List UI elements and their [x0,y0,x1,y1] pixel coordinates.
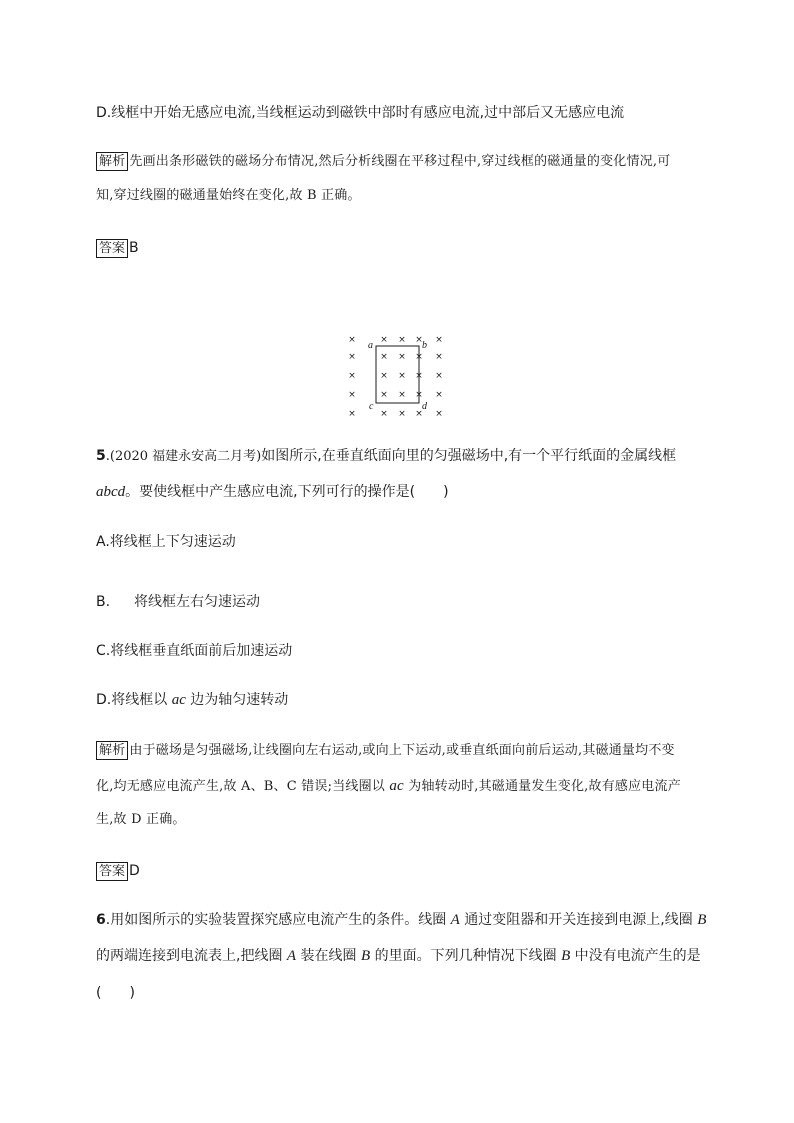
q4-analysis-line1: 解析 先画出条形磁铁的磁场分布情况,然后分析线圈在平移过程中,穿过线框的磁通量的变化情况,可 [96,152,670,172]
field-cross: × [398,409,406,419]
q6-stem-line1: 6.用如图所示的实验装置探究感应电流产生的条件。线圈 A 通过变阻器和开关连接到电源上,线圈 B [96,912,707,928]
analysis-tag: 解析 [96,152,128,171]
corner-label-b: b [422,340,427,351]
field-cross: × [348,390,356,400]
field-cross: × [348,335,356,345]
question-number: 6 [96,912,106,928]
q5-option-a: A.将线框上下匀速运动 [96,534,236,550]
analysis-tag: 解析 [96,741,128,760]
field-cross: × [398,352,406,362]
field-cross: × [435,352,443,362]
field-cross: × [435,409,443,419]
q5-option-c: C.将线框垂直纸面前后加速运动 [96,643,293,659]
field-cross: × [435,371,443,381]
q4-option-d: D.线框中开始无感应电流,当线框运动到磁铁中部时有感应电流,过中部后又无感应电流 [96,105,625,121]
question-number: 5 [96,448,106,464]
field-cross: × [348,352,356,362]
q5-stem-line2: abcd。要使线框中产生感应电流,下列可行的操作是( ) [96,484,449,500]
field-cross: × [415,409,423,419]
q5-option-b: B. 将线框左右匀速运动 [96,594,260,610]
q5-option-d: D.将线框以 ac 边为轴匀速转动 [96,692,289,708]
field-cross: × [380,352,388,362]
field-cross: × [348,371,356,381]
corner-label-c: c [369,401,374,412]
q5-analysis-line2: 化,均无感应电流产生,故 A、B、C 错误;当线圈以 ac 为轴转动时,其磁通量发生变化,故有感应电流产 [96,778,681,794]
field-cross: × [380,390,388,400]
field-cross: × [380,409,388,419]
q5-analysis-line1: 解析 由于磁场是匀强磁场,让线圈向左右运动,或向上下运动,或垂直纸面向前后运动,其磁通量均不变 [96,741,675,761]
magnetic-field-figure [338,330,458,425]
q5-stem-line1: 5.(2020 福建永安高二月考)如图所示,在垂直纸面向里的匀强磁场中,有一个平行纸面的金属线框 [96,448,677,464]
question-source: .(2020 福建永安高二月考) [105,449,262,464]
field-cross: × [435,335,443,345]
answer-tag: 答案 [96,239,128,258]
q6-answer-bracket: ( ) [96,985,135,1001]
field-cross: × [415,371,423,381]
frame-name: abcd [96,484,126,500]
q4-analysis-line2: 知,穿过线圈的磁通量始终在变化,故 B 正确。 [96,188,361,203]
q6-stem-line2: 的两端连接到电流表上,把线圈 A 装在线圈 B 的里面。下列几种情况下线圈 B 中没有电流产生的是 [96,948,701,964]
field-cross: × [415,335,423,345]
field-cross: × [415,390,423,400]
field-cross: × [398,335,406,345]
q4-answer [96,238,139,258]
field-cross: × [435,390,443,400]
corner-label-a: a [368,340,373,351]
q5-analysis-line3: 生,故 D 正确。 [96,812,186,827]
field-cross: × [380,335,388,345]
field-cross: × [398,390,406,400]
corner-label-d: d [422,401,427,412]
answer-value: D [129,863,140,879]
field-cross: × [398,371,406,381]
answer-tag: 答案 [96,862,128,881]
field-cross: × [348,409,356,419]
field-cross: × [380,371,388,381]
field-cross: × [415,352,423,362]
answer-value: B [129,240,139,256]
q5-answer [96,861,140,881]
